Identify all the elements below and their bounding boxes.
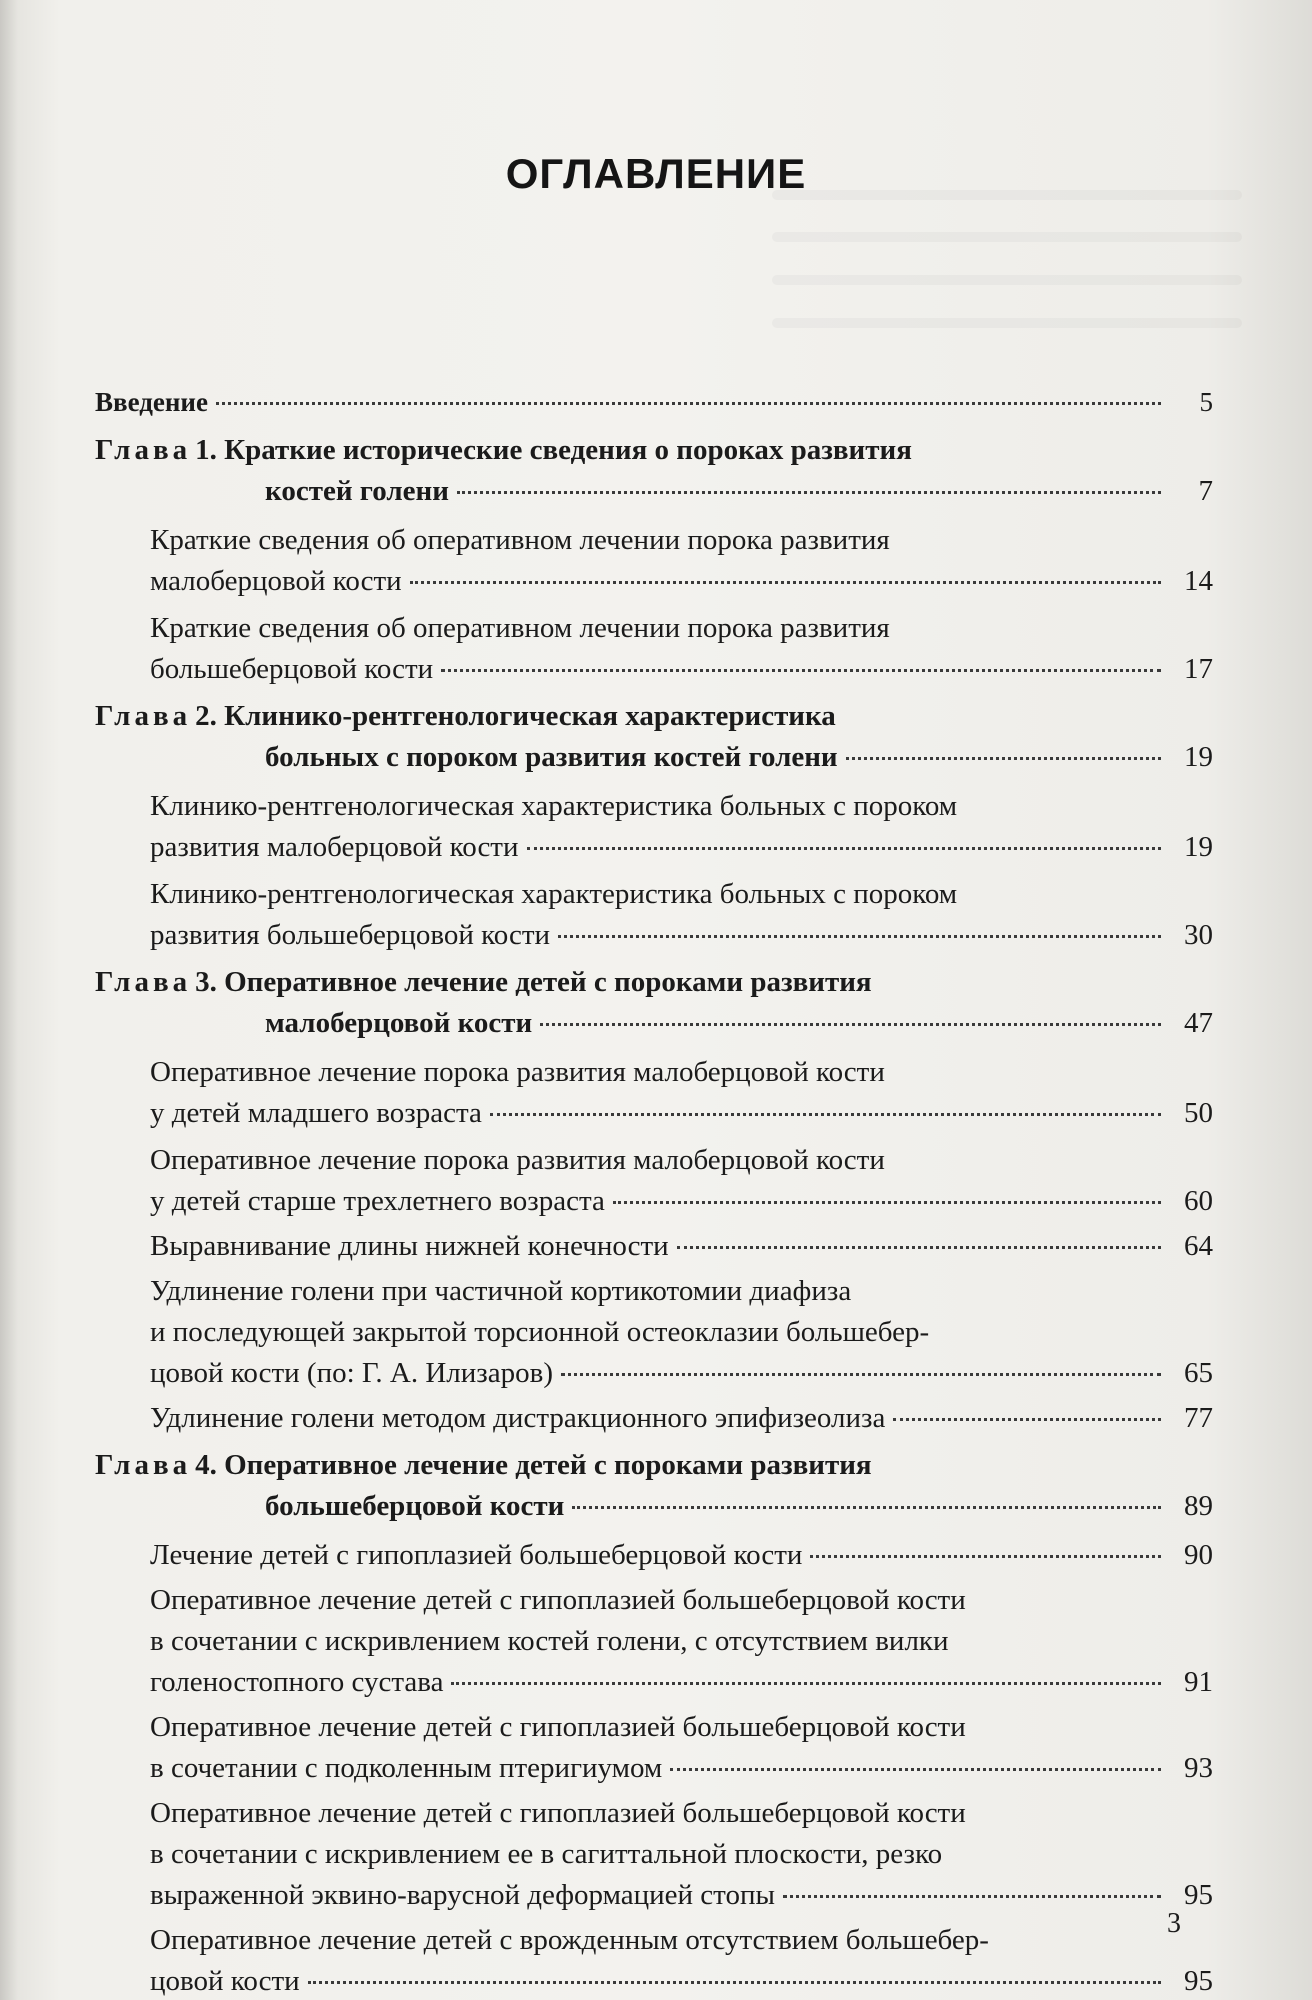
section-title-line: Оперативное лечение детей с гипоплазией большеберцовой кости xyxy=(150,1797,966,1829)
toc-entry-label: Введение xyxy=(95,387,208,417)
toc-page-number: 95 xyxy=(1184,1965,1213,1997)
page-number: 3 xyxy=(1167,1908,1181,1939)
dot-leader xyxy=(441,669,1161,672)
section-title-line: Удлинение голени методом дистракционного эпифизеолиза xyxy=(150,1402,886,1434)
toc-section[interactable] xyxy=(150,1226,1213,1267)
section-title-line: цовой кости xyxy=(150,1965,300,1997)
chapter-title-line: большеберцовой кости xyxy=(265,1490,565,1522)
toc-page-number: 19 xyxy=(1184,831,1213,863)
section-title-line: Оперативное лечение детей с врожденным отсутствием большебер- xyxy=(150,1924,989,1956)
dot-leader xyxy=(572,1506,1161,1509)
section-title-line: Краткие сведения об оперативном лечении порока развития xyxy=(150,524,890,556)
chapter-title-line: Клинико-рентгенологическая характеристика xyxy=(224,700,836,732)
section-title-line: Оперативное лечение порока развития малоберцовой кости xyxy=(150,1144,885,1176)
toc-page-number: 5 xyxy=(1199,387,1213,417)
section-title-line: Оперативное лечение порока развития малоберцовой кости xyxy=(150,1056,885,1088)
section-title-line: Краткие сведения об оперативном лечении порока развития xyxy=(150,612,890,644)
chapter-label: Глава xyxy=(95,700,192,732)
section-title-line: в сочетании с искривлением ее в сагиттальной плоскости, резко xyxy=(150,1838,943,1870)
chapter-title-line: малоберцовой кости xyxy=(265,1007,533,1039)
section-title-line: Клинико-рентгенологическая характеристика больных с пороком xyxy=(150,790,958,822)
section-title-line: у детей младшего возраста xyxy=(150,1097,482,1129)
page-title: ОГЛАВЛЕНИЕ xyxy=(505,150,807,197)
toc-section[interactable] xyxy=(150,874,1213,956)
toc-section[interactable] xyxy=(150,786,1213,868)
section-title-line: у детей старше трехлетнего возраста xyxy=(150,1185,605,1217)
toc-page-number: 14 xyxy=(1184,565,1213,597)
toc-page-number: 90 xyxy=(1184,1539,1213,1571)
dot-leader xyxy=(527,847,1161,850)
toc-page-number: 17 xyxy=(1184,653,1213,685)
toc-page-number: 64 xyxy=(1184,1230,1213,1262)
dot-leader xyxy=(558,935,1161,938)
section-title-line: Клинико-рентгенологическая характеристика больных с пороком xyxy=(150,878,958,910)
toc-page-number: 30 xyxy=(1184,919,1213,951)
section-title-line: Лечение детей с гипоплазией большеберцовой кости xyxy=(150,1539,803,1571)
chapter-number: 4. xyxy=(195,1449,217,1481)
toc-section[interactable] xyxy=(150,1140,1213,1222)
chapter-number: 1. xyxy=(195,434,217,466)
chapter-number: 3. xyxy=(195,966,217,998)
section-title-line: в сочетании с подколенным птеригиумом xyxy=(150,1752,663,1784)
toc-section[interactable] xyxy=(150,1271,1213,1394)
toc-page-number: 95 xyxy=(1184,1879,1213,1911)
toc-section[interactable] xyxy=(150,520,1213,602)
dot-leader xyxy=(308,1981,1161,1984)
toc-section[interactable] xyxy=(150,1707,1213,1789)
bleed-through-line xyxy=(772,318,1242,328)
toc-section[interactable] xyxy=(150,608,1213,690)
dot-leader xyxy=(490,1113,1161,1116)
dot-leader xyxy=(540,1023,1161,1026)
toc-section[interactable] xyxy=(150,1052,1213,1134)
dot-leader xyxy=(783,1895,1161,1898)
section-title-line: развития малоберцовой кости xyxy=(150,831,519,863)
toc-chapter-2[interactable] xyxy=(95,696,1213,778)
toc-page-number: 19 xyxy=(1184,741,1213,773)
section-title-line: Выравнивание длины нижней конечности xyxy=(150,1230,669,1262)
dot-leader xyxy=(613,1201,1161,1204)
section-title-line: цовой кости (по: Г. А. Илизаров) xyxy=(150,1357,553,1389)
section-title-line: Удлинение голени при частичной кортикотомии диафиза xyxy=(150,1275,852,1307)
chapter-title-line: больных с пороком развития костей голени xyxy=(265,741,838,773)
bleed-through-line xyxy=(772,275,1242,285)
chapter-title-line: Оперативное лечение детей с пороками развития xyxy=(224,966,872,998)
dot-leader xyxy=(810,1555,1161,1558)
table-of-contents xyxy=(95,382,1213,2000)
toc-page-number: 77 xyxy=(1184,1402,1213,1434)
toc-section[interactable] xyxy=(150,1793,1213,1916)
toc-section[interactable] xyxy=(150,1398,1213,1439)
toc-page-number: 93 xyxy=(1184,1752,1213,1784)
dot-leader xyxy=(410,581,1161,584)
section-title-line: развития большеберцовой кости xyxy=(150,919,551,951)
dot-leader xyxy=(216,402,1161,405)
toc-entry-intro[interactable] xyxy=(95,382,1213,423)
toc-page-number: 47 xyxy=(1184,1007,1213,1039)
chapter-label: Глава xyxy=(95,434,192,466)
chapter-number: 2. xyxy=(195,700,217,732)
toc-page-number: 60 xyxy=(1184,1185,1213,1217)
dot-leader xyxy=(561,1373,1161,1376)
toc-chapter-3[interactable] xyxy=(95,962,1213,1044)
dot-leader xyxy=(893,1418,1161,1421)
section-title-line: малоберцовой кости xyxy=(150,565,402,597)
section-title-line: и последующей закрытой торсионной остеоклазии большебер- xyxy=(150,1316,930,1348)
toc-section[interactable] xyxy=(150,1580,1213,1703)
chapter-label: Глава xyxy=(95,966,192,998)
dot-leader xyxy=(677,1246,1161,1249)
section-title-line: в сочетании с искривлением костей голени, с отсутствием вилки xyxy=(150,1625,949,1657)
chapter-title-line: костей голени xyxy=(265,475,449,507)
section-title-line: Оперативное лечение детей с гипоплазией большеберцовой кости xyxy=(150,1711,966,1743)
section-title-line: Оперативное лечение детей с гипоплазией большеберцовой кости xyxy=(150,1584,966,1616)
section-title-line: голеностопного сустава xyxy=(150,1666,444,1698)
toc-page-number: 7 xyxy=(1198,475,1213,507)
dot-leader xyxy=(457,491,1161,494)
section-title-line: большеберцовой кости xyxy=(150,653,434,685)
toc-section[interactable] xyxy=(150,1920,1213,2000)
chapter-title-line: Оперативное лечение детей с пороками развития xyxy=(224,1449,872,1481)
bleed-through-line xyxy=(772,232,1242,242)
toc-page-number: 65 xyxy=(1184,1357,1213,1389)
dot-leader xyxy=(670,1768,1161,1771)
dot-leader xyxy=(846,757,1161,760)
toc-chapter-4[interactable] xyxy=(95,1445,1213,1527)
toc-page-number: 89 xyxy=(1184,1490,1213,1522)
section-title-line: выраженной эквино-варусной деформацией стопы xyxy=(150,1879,775,1911)
toc-page-number: 50 xyxy=(1184,1097,1213,1129)
dot-leader xyxy=(451,1682,1161,1685)
chapter-title-line: Краткие исторические сведения о пороках развития xyxy=(224,434,912,466)
toc-chapter-1[interactable] xyxy=(95,430,1213,512)
chapter-label: Глава xyxy=(95,1449,192,1481)
toc-page-number: 91 xyxy=(1184,1666,1213,1698)
toc-section[interactable] xyxy=(150,1535,1213,1576)
